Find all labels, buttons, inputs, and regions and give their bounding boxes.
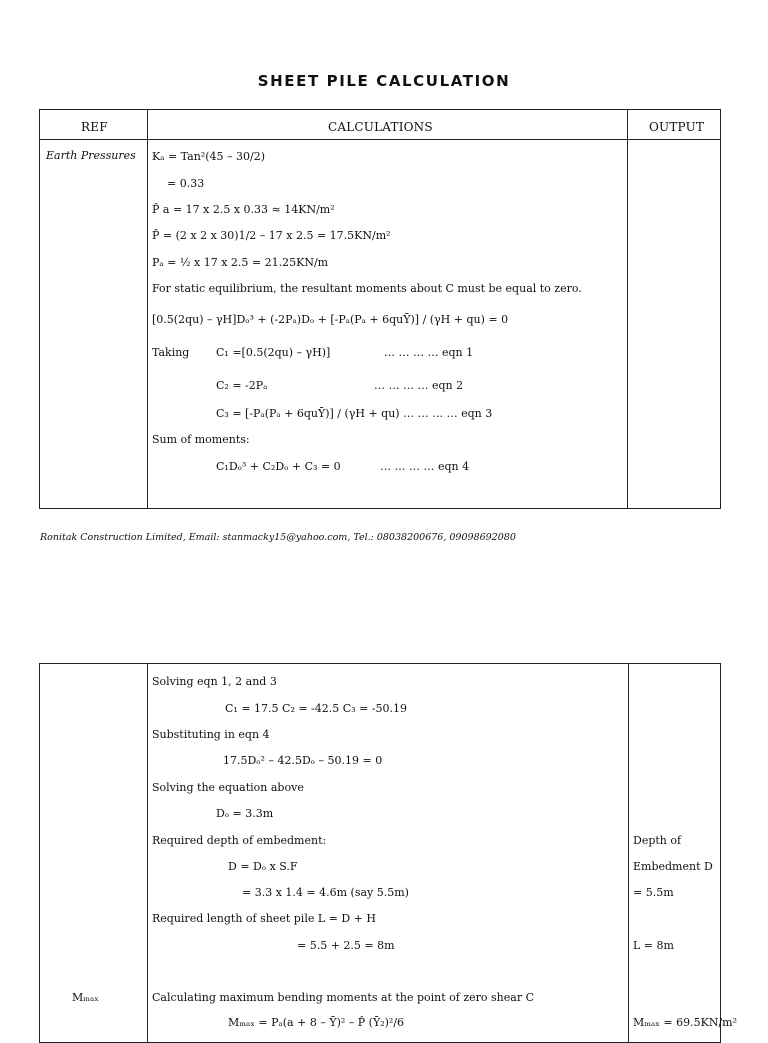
divider bbox=[40, 139, 720, 140]
calc-line: Required depth of embedment: bbox=[152, 834, 327, 847]
calc-line: P̂ = (2 x 2 x 30)1/2 – 17 x 2.5 = 17.5KN/m² bbox=[152, 229, 391, 242]
divider bbox=[147, 664, 148, 1042]
calc-line: Taking bbox=[152, 346, 190, 359]
ref-earth-pressures: Earth Pressures bbox=[46, 149, 136, 162]
output-line: Embedment D bbox=[633, 860, 713, 873]
calc-line: Dₒ = 3.3m bbox=[216, 807, 274, 820]
page-title: SHEET PILE CALCULATION bbox=[257, 72, 511, 90]
calc-line: [0.5(2qu) – γH]Dₒ³ + (-2Pₐ)Dₒ + [-Pₐ(Pₐ + 6quȲ)] / (γH + qu) = 0 bbox=[152, 313, 509, 326]
calc-line: = 5.5 + 2.5 = 8m bbox=[297, 939, 395, 952]
calc-line: Kₐ = Tan²(45 – 30/2) bbox=[152, 150, 265, 163]
output-line: = 5.5m bbox=[633, 886, 674, 899]
calc-line: Sum of moments: bbox=[152, 433, 250, 446]
calc-line: C₃ = [-Pₐ(Pₐ + 6quȲ)] / (γH + qu) … … … … eqn 3 bbox=[216, 407, 493, 420]
calc-line: P̂ a = 17 x 2.5 x 0.33 ≈ 14KN/m² bbox=[152, 203, 335, 216]
header-calculations: CALCULATIONS bbox=[328, 120, 433, 134]
output-line: Mₘₐₓ = 69.5KN/m² bbox=[633, 1016, 738, 1029]
header-ref: REF bbox=[81, 120, 108, 134]
calc-table-2 bbox=[39, 663, 738, 1043]
divider bbox=[627, 110, 628, 508]
ref-mmax: Mₘₐₓ bbox=[72, 991, 99, 1004]
calc-line: C₁Dₒ³ + C₂Dₒ + C₃ = 0 bbox=[216, 460, 341, 473]
calc-line: … … … … eqn 2 bbox=[374, 379, 464, 392]
calc-line: Solving the equation above bbox=[152, 781, 304, 794]
calc-line: C₂ = -2Pₐ bbox=[216, 379, 268, 392]
output-line: L = 8m bbox=[633, 939, 674, 952]
calc-table-1 bbox=[39, 109, 721, 509]
footer-contact: Ronitak Construction Limited, Email: stanmacky15@yahoo.com, Tel.: 08038200676, 09098692080 bbox=[40, 532, 516, 543]
calc-line: = 0.33 bbox=[167, 177, 205, 190]
output-line: Depth of bbox=[633, 834, 682, 847]
divider bbox=[628, 664, 629, 1042]
calc-line: D = Dₒ x S.F bbox=[228, 860, 298, 873]
calc-line: … … … … eqn 4 bbox=[380, 460, 470, 473]
calc-line: Mₘₐₓ = Pₐ(a + 8 – Ȳ)² – P̂ (Ȳ₂)²/6 bbox=[228, 1016, 405, 1029]
calc-line: Substituting in eqn 4 bbox=[152, 728, 270, 741]
calc-line: … … … … eqn 1 bbox=[384, 346, 474, 359]
calc-line: C₁ = 17.5 C₂ = -42.5 C₃ = -50.19 bbox=[225, 702, 408, 715]
divider bbox=[147, 110, 148, 508]
calc-line: C₁ =[0.5(2qu) – γH)] bbox=[216, 346, 331, 359]
calc-line: Calculating maximum bending moments at the point of zero shear C bbox=[152, 991, 534, 1004]
calc-line: Pₐ = ½ x 17 x 2.5 = 21.25KN/m bbox=[152, 256, 329, 269]
header-output: OUTPUT bbox=[649, 120, 705, 134]
calc-line: For static equilibrium, the resultant moments about C must be equal to zero. bbox=[152, 282, 582, 295]
calc-line: Solving eqn 1, 2 and 3 bbox=[152, 675, 277, 688]
calc-line: = 3.3 x 1.4 = 4.6m (say 5.5m) bbox=[242, 886, 409, 899]
calc-line: 17.5Dₒ² – 42.5Dₒ – 50.19 = 0 bbox=[223, 754, 383, 767]
calc-line: Required length of sheet pile L = D + H bbox=[152, 912, 376, 925]
